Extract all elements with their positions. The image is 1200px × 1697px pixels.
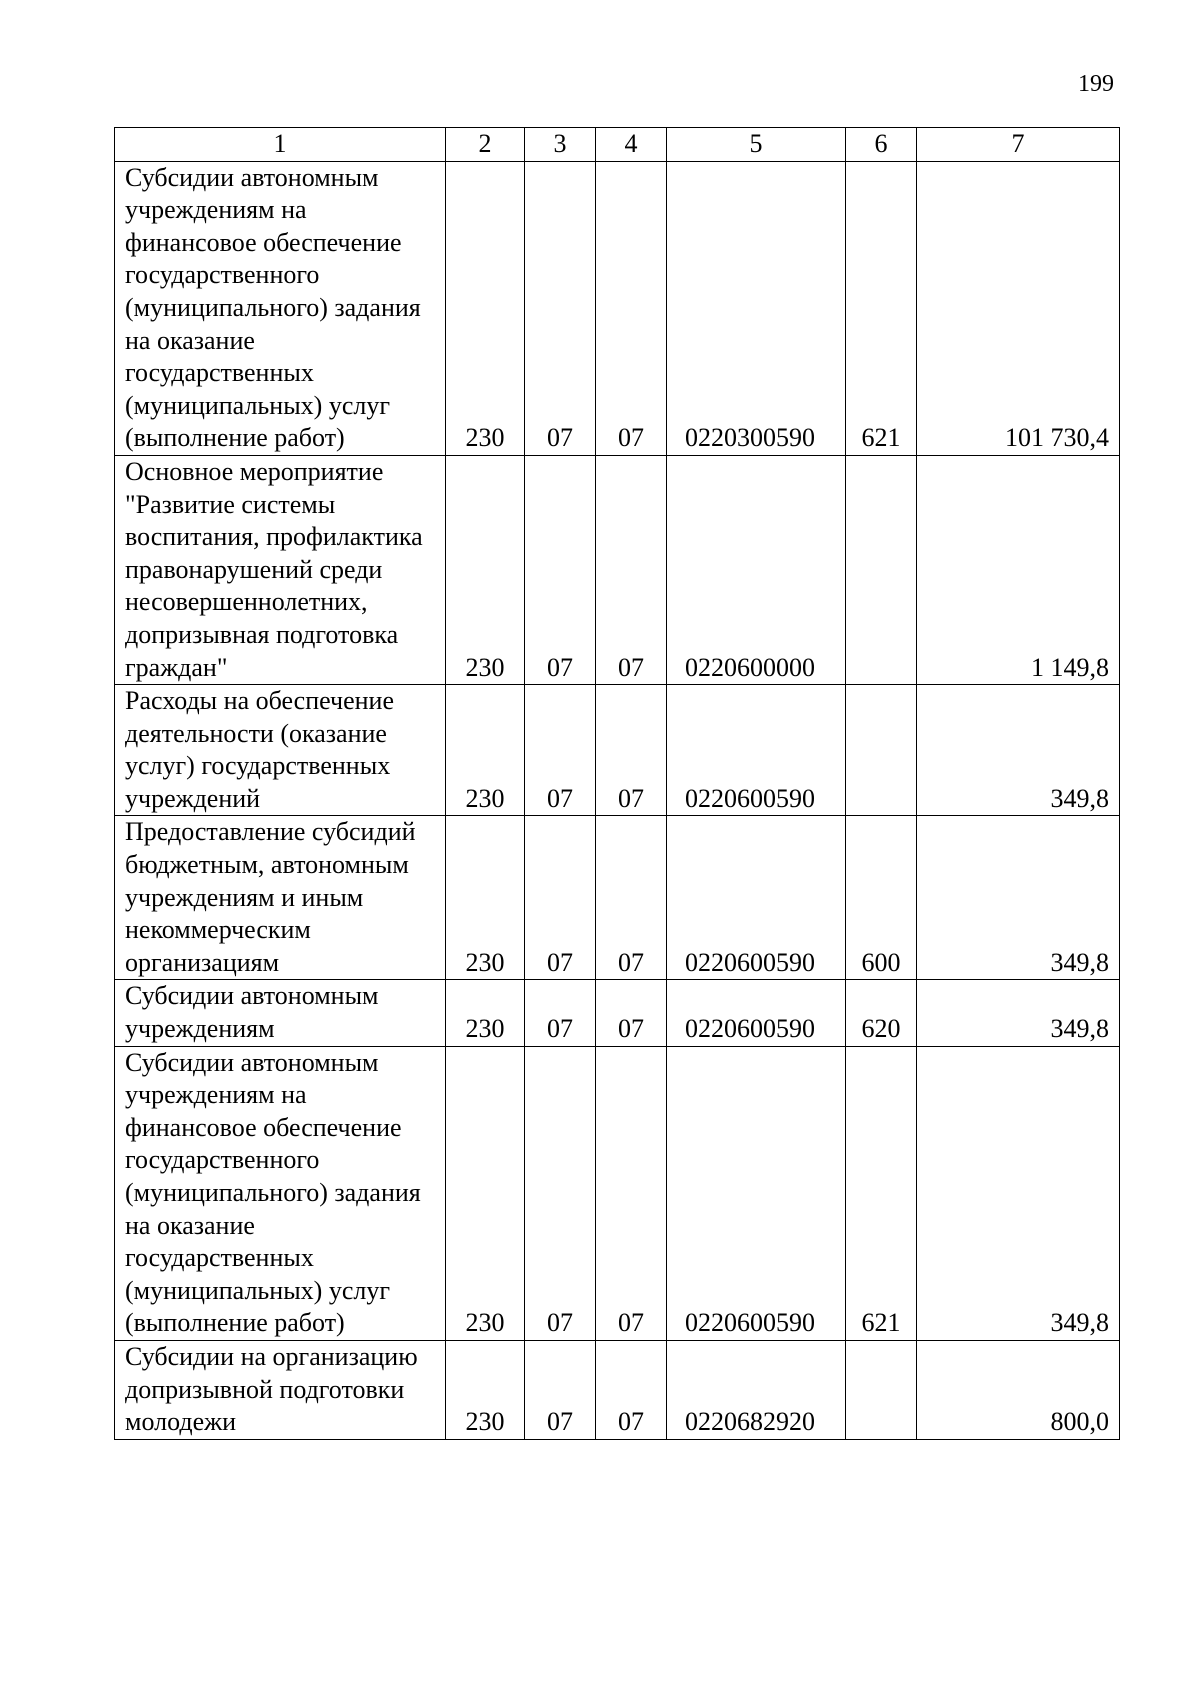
header-col-5: 5 (667, 128, 846, 162)
row-name: Субсидии автономным учреждениям на финансовое обеспечение государственного (муниципального) задания на оказание государственных (муниципальных) услуг (выполнение работ) (115, 161, 446, 455)
row-col5: 0220600590 (667, 685, 846, 816)
row-col6 (846, 1340, 917, 1439)
row-col4: 07 (596, 1046, 667, 1340)
row-col6: 600 (846, 816, 917, 980)
row-col7: 349,8 (917, 685, 1120, 816)
row-col3: 07 (525, 161, 596, 455)
table-row (115, 816, 1120, 980)
page-number: 199 (1078, 71, 1114, 97)
row-col6: 621 (846, 161, 917, 455)
row-col6: 620 (846, 980, 917, 1046)
row-name: Субсидии автономным учреждениям на финансовое обеспечение государственного (муниципального) задания на оказание государственных (муниципальных) услуг (выполнение работ) (115, 1046, 446, 1340)
table-row (115, 685, 1120, 816)
row-col3: 07 (525, 1046, 596, 1340)
row-col6 (846, 685, 917, 816)
row-name: Субсидии автономным учреждениям (115, 980, 446, 1046)
row-col2: 230 (446, 685, 525, 816)
row-col2: 230 (446, 161, 525, 455)
row-col5: 0220600590 (667, 1046, 846, 1340)
row-col4: 07 (596, 161, 667, 455)
row-col2: 230 (446, 455, 525, 684)
header-col-2: 2 (446, 128, 525, 162)
row-col3: 07 (525, 455, 596, 684)
row-col4: 07 (596, 816, 667, 980)
table-row (115, 1046, 1120, 1340)
row-col2: 230 (446, 1340, 525, 1439)
row-name: Расходы на обеспечение деятельности (оказание услуг) государственных учреждений (115, 685, 446, 816)
row-col4: 07 (596, 1340, 667, 1439)
row-col7: 349,8 (917, 980, 1120, 1046)
table-row (115, 161, 1120, 455)
row-col5: 0220600590 (667, 816, 846, 980)
row-col6 (846, 455, 917, 684)
table-row (115, 455, 1120, 684)
row-col3: 07 (525, 816, 596, 980)
row-col5: 0220600000 (667, 455, 846, 684)
row-col5: 0220600590 (667, 980, 846, 1046)
row-col3: 07 (525, 980, 596, 1046)
row-col2: 230 (446, 816, 525, 980)
table-header-row (115, 128, 1120, 162)
row-col7: 349,8 (917, 816, 1120, 980)
row-name: Субсидии на организацию допризывной подготовки молодежи (115, 1340, 446, 1439)
row-col5: 0220682920 (667, 1340, 846, 1439)
header-col-1: 1 (115, 128, 446, 162)
row-col4: 07 (596, 980, 667, 1046)
row-col2: 230 (446, 980, 525, 1046)
row-col3: 07 (525, 1340, 596, 1439)
row-col2: 230 (446, 1046, 525, 1340)
row-col7: 349,8 (917, 1046, 1120, 1340)
header-col-7: 7 (917, 128, 1120, 162)
row-col4: 07 (596, 455, 667, 684)
row-col7: 800,0 (917, 1340, 1120, 1439)
row-col3: 07 (525, 685, 596, 816)
row-col5: 0220300590 (667, 161, 846, 455)
header-col-4: 4 (596, 128, 667, 162)
header-col-3: 3 (525, 128, 596, 162)
row-col7: 1 149,8 (917, 455, 1120, 684)
row-col7: 101 730,4 (917, 161, 1120, 455)
header-col-6: 6 (846, 128, 917, 162)
row-col4: 07 (596, 685, 667, 816)
budget-table (114, 127, 1120, 1440)
row-name: Основное мероприятие "Развитие системы воспитания, профилактика правонарушений среди несовершеннолетних, допризывная подготовка граждан" (115, 455, 446, 684)
table-row (115, 980, 1120, 1046)
row-name: Предоставление субсидий бюджетным, автономным учреждениям и иным некоммерческим организациям (115, 816, 446, 980)
table-row (115, 1340, 1120, 1439)
row-col6: 621 (846, 1046, 917, 1340)
